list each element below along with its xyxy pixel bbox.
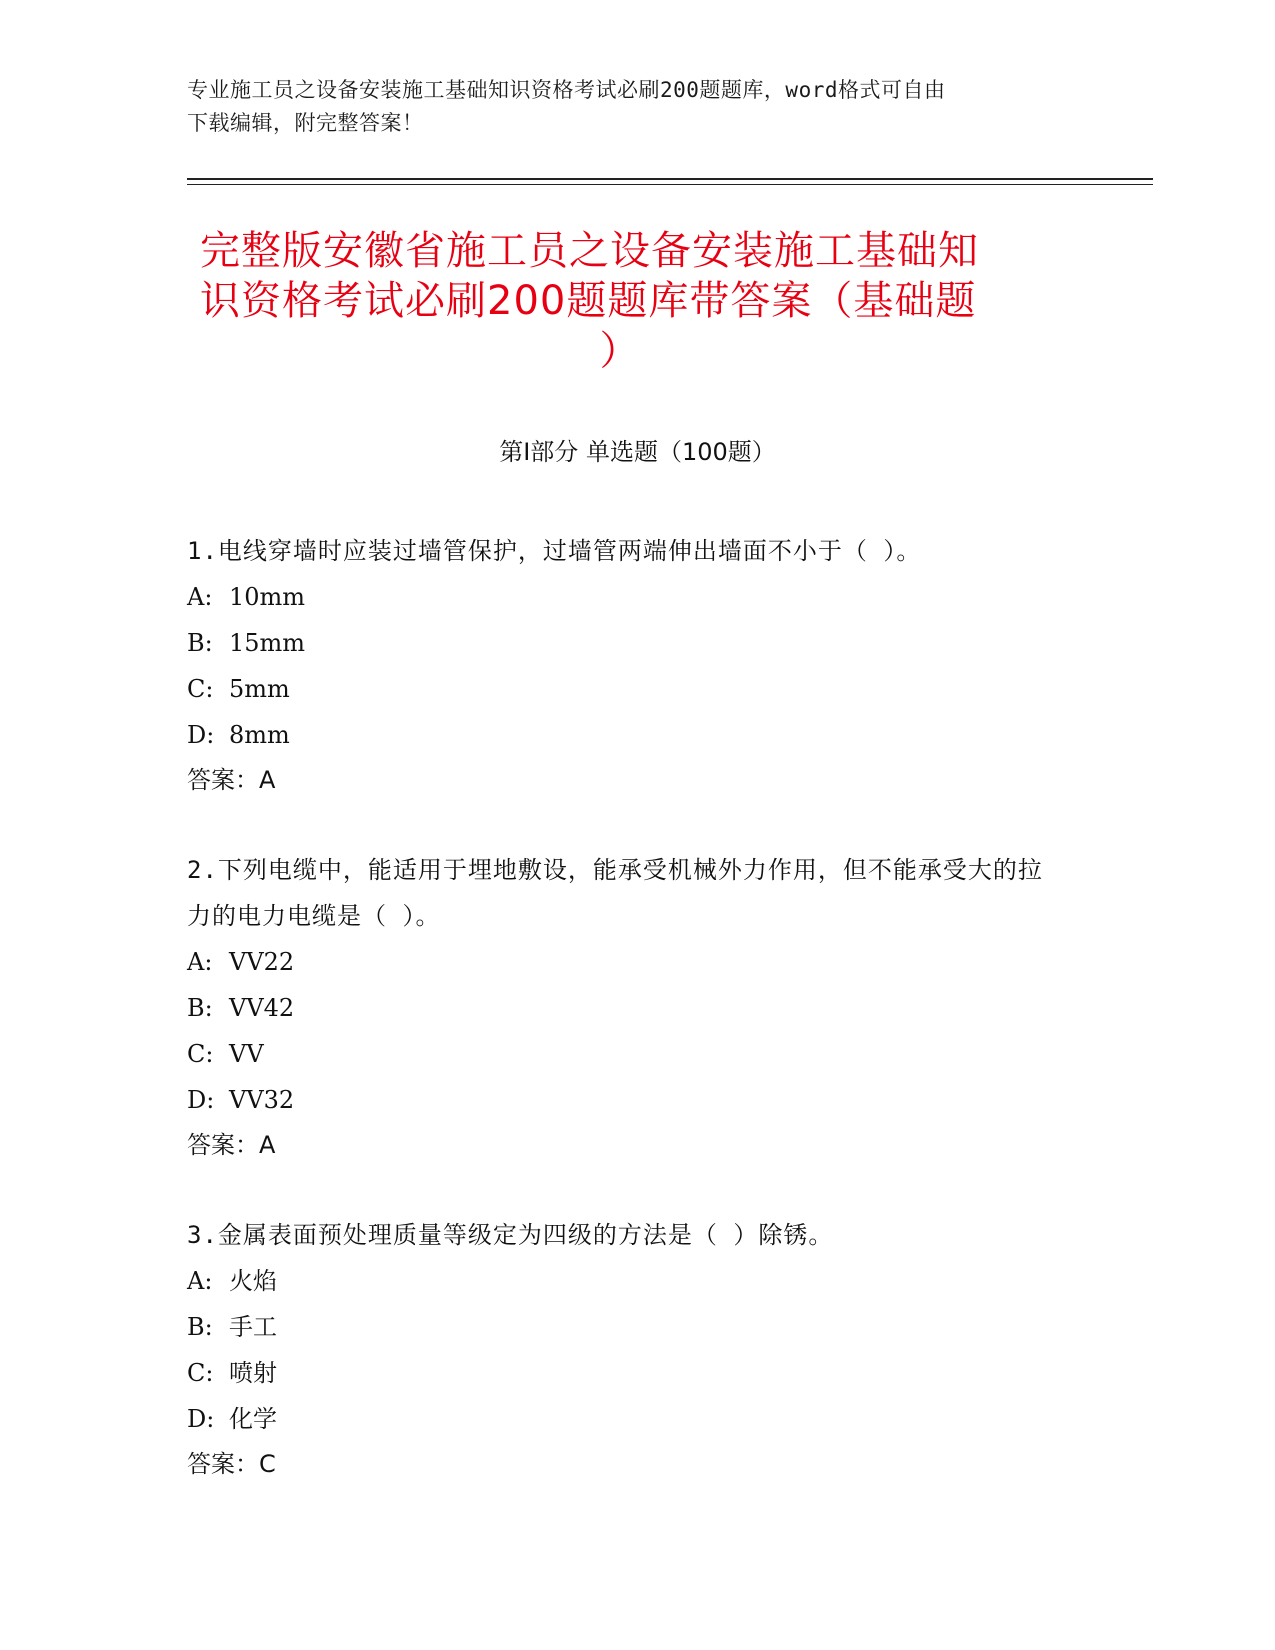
option-letter: B:: [187, 1313, 213, 1341]
option-d: [187, 712, 1067, 758]
option-letter: C:: [187, 1040, 214, 1068]
option-letter: C:: [187, 675, 214, 703]
option-c: [187, 1031, 1067, 1077]
option-b: [187, 620, 1067, 666]
header-note-line-2: 下载编辑，附完整答案！: [187, 111, 424, 135]
option-letter: A:: [187, 948, 213, 976]
option-text: 手工: [229, 1313, 277, 1341]
answer-line: 答案：C: [187, 1450, 276, 1478]
option-letter: B:: [187, 629, 213, 657]
question-item: [187, 1212, 1067, 1486]
question-stem: 2.下列电缆中，能适用于埋地敷设，能承受机械外力作用，但不能承受大的拉力的电力电缆是（ ）。: [187, 856, 1043, 930]
question-stem: 1.电线穿墙时应装过墙管保护，过墙管两端伸出墙面不小于（ ）。: [187, 537, 922, 565]
option-d: [187, 1077, 1067, 1123]
option-text: 喷射: [229, 1359, 277, 1387]
document-title: [200, 226, 1080, 376]
option-a: [187, 1258, 1067, 1304]
document-title-line-1: 完整版安徽省施工员之设备安装施工基础知: [200, 228, 979, 274]
option-text: 10mm: [229, 583, 306, 611]
document-title-line-3: ）: [599, 328, 641, 374]
question-item: [187, 847, 1067, 1167]
document-title-line-2: 识资格考试必刷200题题库带答案（基础题: [200, 278, 977, 324]
option-text: VV32: [229, 1086, 295, 1114]
header-note-line-1: 专业施工员之设备安装施工基础知识资格考试必刷200题题库，word格式可自由: [187, 78, 946, 102]
option-letter: D:: [187, 1086, 215, 1114]
option-text: 5mm: [229, 675, 290, 703]
option-text: 化学: [229, 1405, 277, 1433]
header-note: [187, 74, 1067, 140]
option-letter: B:: [187, 994, 213, 1022]
option-c: [187, 1350, 1067, 1396]
option-letter: C:: [187, 1359, 214, 1387]
answer-line: 答案：A: [187, 1131, 276, 1159]
option-text: VV: [229, 1040, 264, 1068]
option-d: [187, 1396, 1067, 1442]
option-letter: D:: [187, 1405, 215, 1433]
question-item: [187, 528, 1067, 802]
option-b: [187, 985, 1067, 1031]
option-letter: A:: [187, 583, 213, 611]
option-b: [187, 1304, 1067, 1350]
option-a: [187, 574, 1067, 620]
option-letter: A:: [187, 1267, 213, 1295]
option-a: [187, 939, 1067, 985]
header-divider-thin: [187, 184, 1153, 185]
answer-line: 答案：A: [187, 766, 276, 794]
option-c: [187, 666, 1067, 712]
header-divider-thick: [187, 178, 1153, 180]
question-stem: 3.金属表面预处理质量等级定为四级的方法是（ ）除锈。: [187, 1221, 834, 1249]
option-text: 15mm: [229, 629, 306, 657]
option-text: VV42: [229, 994, 295, 1022]
option-text: 8mm: [229, 721, 290, 749]
question-list: [187, 528, 1067, 1531]
option-text: 火焰: [229, 1267, 277, 1295]
option-text: VV22: [229, 948, 295, 976]
option-letter: D:: [187, 721, 215, 749]
section-heading: 第Ⅰ部分 单选题（100题）: [499, 438, 776, 466]
